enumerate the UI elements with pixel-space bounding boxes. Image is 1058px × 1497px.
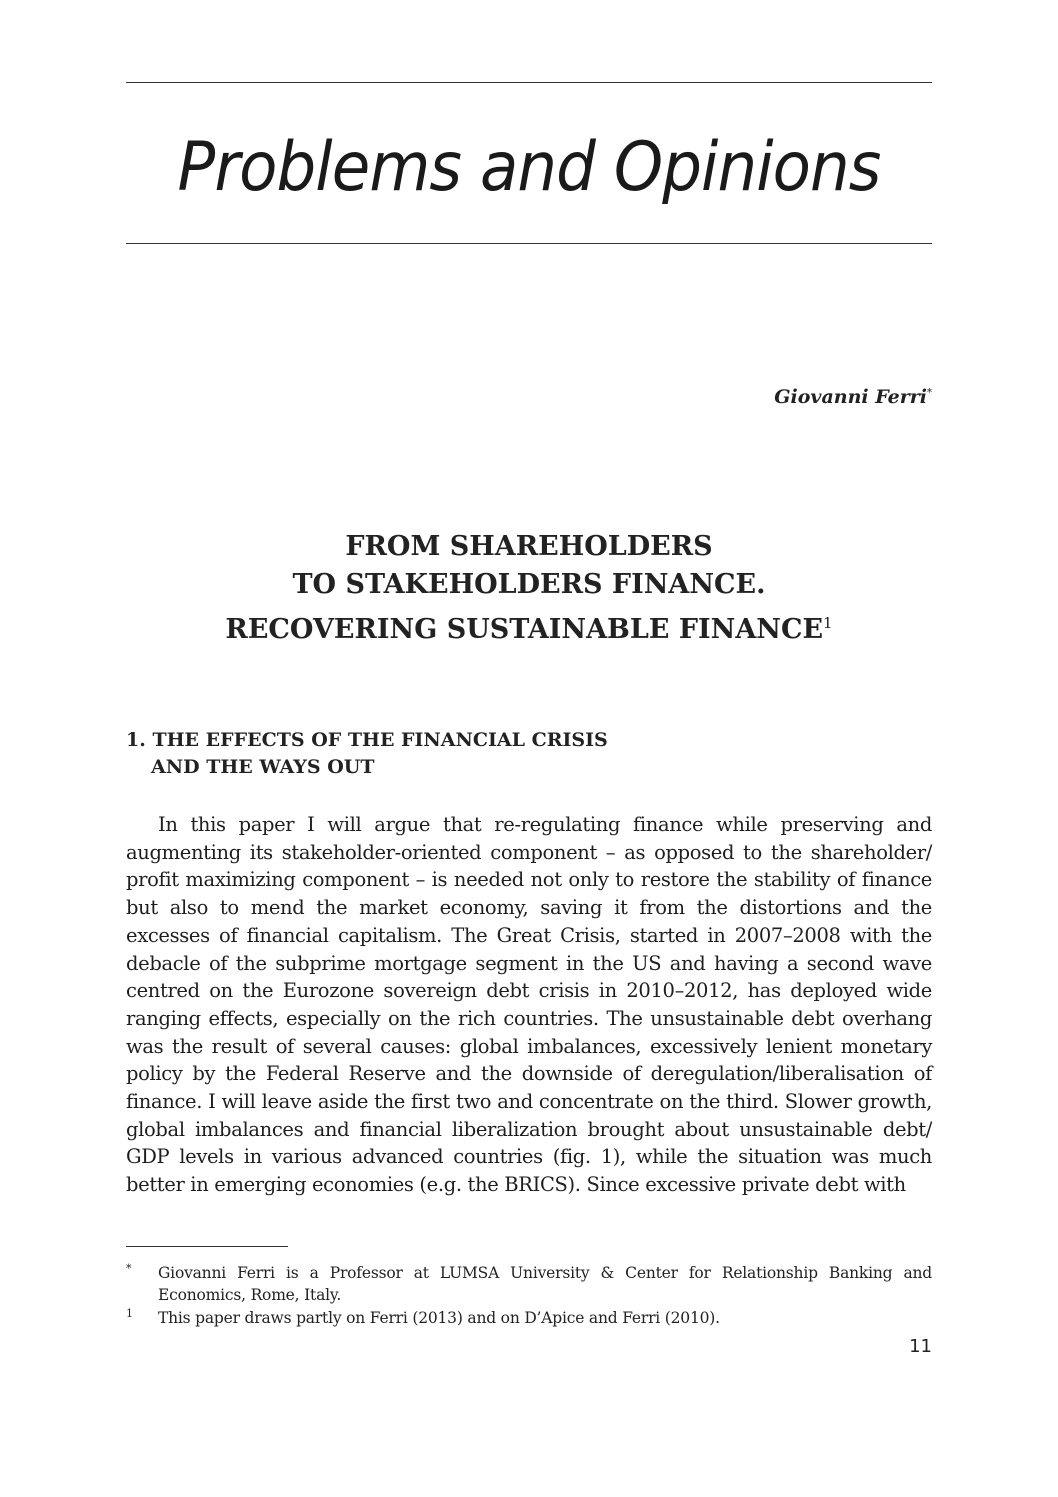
section-heading-line-1-text: THE EFFECTS OF THE FINANCIAL CRISIS <box>152 729 608 751</box>
page-number: 11 <box>909 1336 932 1357</box>
footnote-1 <box>126 1307 932 1329</box>
section-heading-line-2: AND THE WAYS OUT <box>151 756 375 778</box>
body-paragraph: In this paper I will argue that re-regulating finance while preserving and augmenting its stakeholder-oriented component – as opposed to the shareholder/ profit maximizing component – is needed not only to restore the stability of finance but also to mend the market economy, saving it from the distortions and the excesses of financial capitalism. The Great Crisis, started in 2007–2008 with the debacle of the subprime mortgage segment in the US and having a second wave centred on the Eurozone sovereign debt crisis in 2010–2012, has deployed wide ranging effects, especially on the rich countries. The unsustainable debt overhang was the result of several causes: global imbalances, excessively lenient monetary policy by the Federal Reserve and the downside of deregulation/liberalisation of finance. I will leave aside the first two and concentrate on the third. Slower growth, global imbalances and financial liberalization brought about unsustainable debt/ GDP levels in various advanced countries (fig. 1), while the situation was much better in emerging economies (e.g. the BRICS). Since excessive private debt with <box>126 813 932 1197</box>
author-name: Giovanni Ferri <box>774 386 927 408</box>
paper-title-line-3 <box>0 604 1058 649</box>
footnote-author-mark: * <box>126 1262 132 1275</box>
bottom-rule <box>126 243 932 244</box>
footnote-1-text: This paper draws partly on Ferri (2013) and on D’Apice and Ferri (2010). <box>158 1309 720 1327</box>
author-footnote-mark: * <box>927 387 932 399</box>
paper-title <box>0 528 1058 649</box>
section-heading <box>126 727 932 781</box>
paper-title-footnote-mark: 1 <box>823 614 833 632</box>
footnote-author-text: Giovanni Ferri is a Professor at LUMSA University & Center for Relationship Banking and Economics, Rome, Italy. <box>158 1264 932 1304</box>
paper-title-line-3-text: RECOVERING SUSTAINABLE FINANCE <box>225 614 824 645</box>
section-heading-line-1 <box>126 727 932 754</box>
section-title: Problems and Opinions <box>177 128 881 207</box>
footnote-author <box>126 1262 932 1306</box>
section-heading-number: 1. <box>126 729 146 751</box>
paper-title-line-1: FROM SHAREHOLDERS <box>345 531 713 562</box>
footnote-separator <box>126 1246 288 1247</box>
author-line <box>774 386 932 408</box>
top-rule <box>126 82 932 83</box>
paper-title-line-2: TO STAKEHOLDERS FINANCE. <box>292 569 766 600</box>
footnote-1-mark: 1 <box>126 1307 133 1320</box>
